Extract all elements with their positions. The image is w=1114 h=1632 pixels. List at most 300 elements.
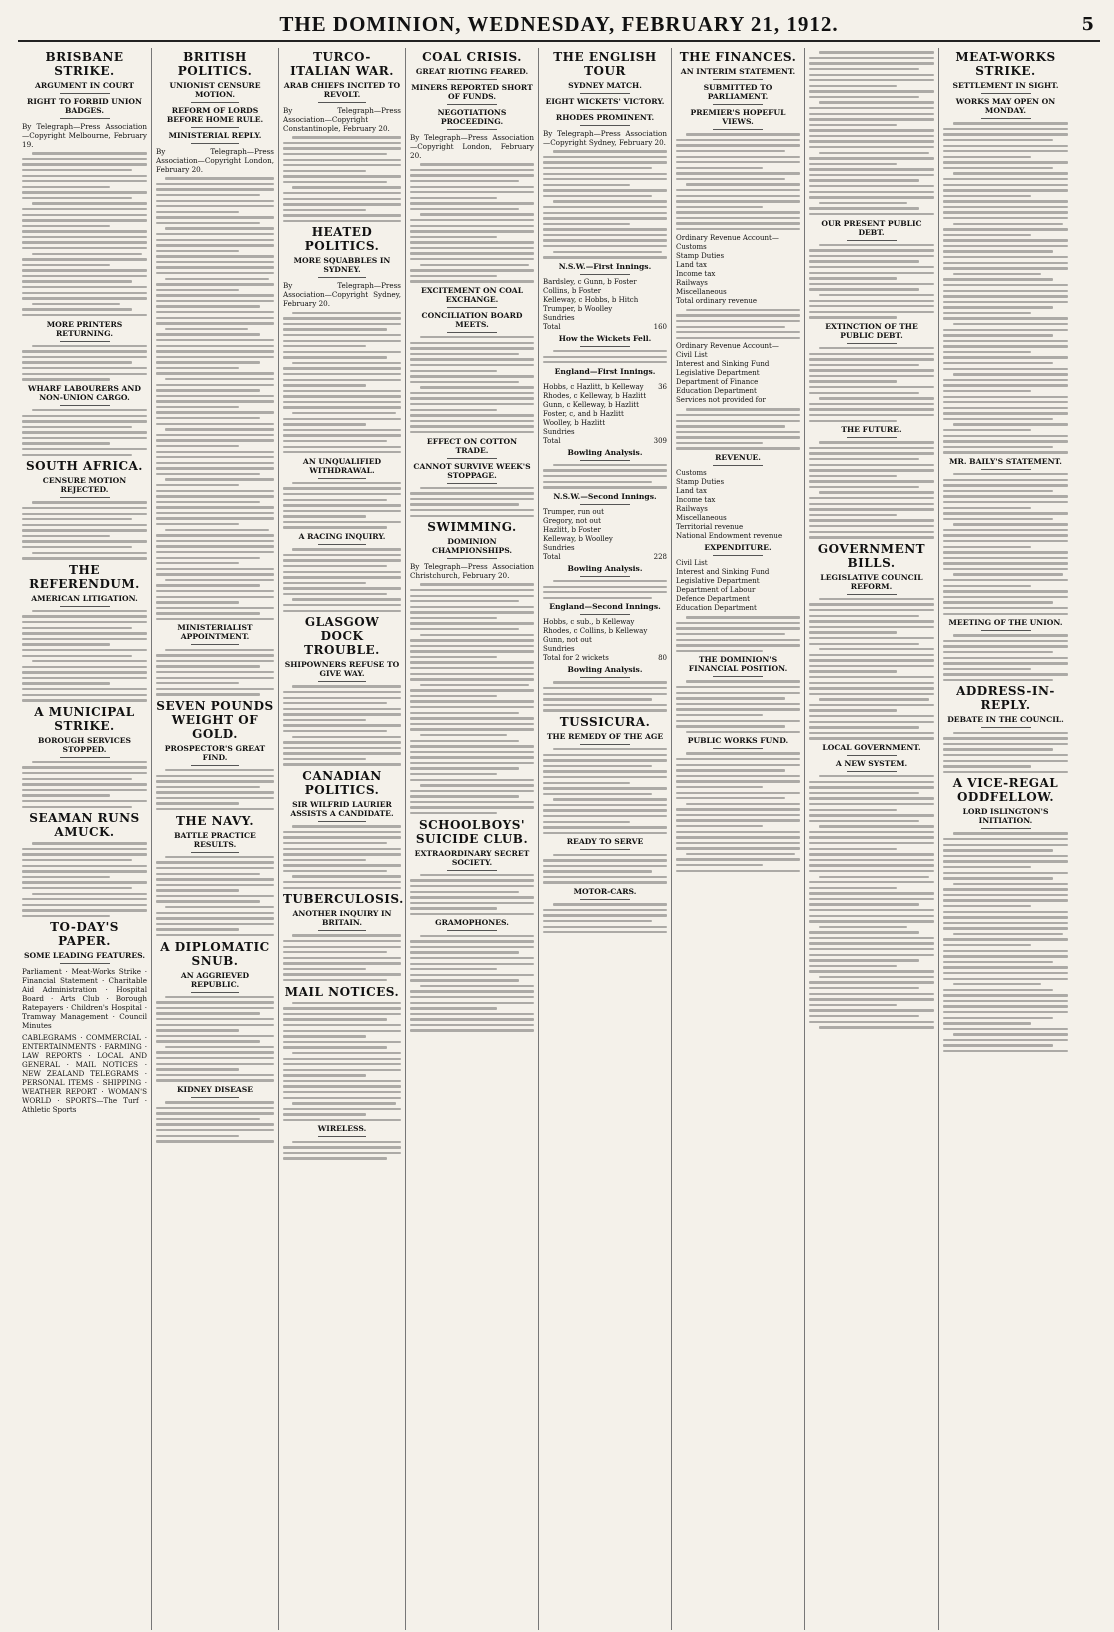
text-line bbox=[22, 186, 110, 188]
subheading: N.S.W.—Second Innings. bbox=[553, 491, 657, 501]
text-line bbox=[156, 517, 274, 519]
text-line bbox=[676, 156, 800, 158]
table-row: Education Department bbox=[676, 604, 757, 613]
text-paragraph: Parliament · Meat-Works Strike · Financial Statement · Charitable Aid Administration · Hospital Board · Arts Club · Borough Ratepayers · Children's Hospital · Tramway Management · Council Minutes bbox=[22, 967, 147, 1031]
text-line bbox=[410, 1013, 534, 1015]
text-line bbox=[809, 196, 934, 198]
text-line bbox=[686, 731, 800, 733]
text-line bbox=[283, 763, 401, 765]
text-line bbox=[953, 373, 1068, 375]
text-line bbox=[22, 426, 132, 428]
text-line bbox=[809, 643, 919, 645]
text-line bbox=[809, 74, 934, 76]
text-line bbox=[943, 495, 1068, 497]
text-line bbox=[410, 740, 519, 742]
text-line bbox=[676, 167, 763, 169]
column-1 bbox=[18, 48, 152, 1630]
text-line bbox=[943, 640, 1068, 642]
text-line bbox=[165, 769, 274, 771]
text-line bbox=[943, 507, 1031, 509]
text-paragraph: By Telegraph—Press Association—Copyright London, February 20. bbox=[156, 147, 274, 174]
text-line bbox=[156, 551, 274, 553]
text-line bbox=[292, 934, 401, 936]
headline: TUBERCULOSIS. bbox=[283, 892, 404, 907]
text-line bbox=[809, 687, 934, 689]
text-line bbox=[410, 606, 534, 608]
text-line bbox=[165, 579, 274, 581]
text-line bbox=[410, 370, 497, 372]
text-line bbox=[410, 503, 519, 505]
text-line bbox=[410, 595, 534, 597]
text-line bbox=[410, 353, 519, 355]
headline: SOUTH AFRICA. bbox=[26, 459, 143, 474]
text-line bbox=[943, 579, 1068, 581]
text-line bbox=[809, 191, 934, 193]
subheading: RIGHT TO FORBID UNION BADGES. bbox=[27, 97, 142, 115]
text-line bbox=[943, 133, 1068, 135]
text-line bbox=[543, 228, 667, 230]
text-line bbox=[943, 501, 1068, 503]
text-line bbox=[22, 772, 147, 774]
text-line bbox=[22, 241, 147, 243]
text-line bbox=[156, 384, 274, 386]
subheading: AN AGGRIEVED REPUBLIC. bbox=[180, 970, 250, 989]
text-line bbox=[283, 593, 387, 595]
text-line bbox=[22, 794, 110, 796]
subheading: WHARF LABOURERS AND NON-UNION CARGO. bbox=[28, 383, 141, 402]
headline: TURCO-ITALIAN WAR. bbox=[290, 50, 394, 78]
text-line bbox=[943, 938, 1068, 940]
text-line bbox=[410, 1024, 534, 1026]
text-line bbox=[283, 1018, 387, 1020]
text-line bbox=[22, 535, 110, 537]
text-line bbox=[410, 650, 534, 652]
text-line bbox=[809, 260, 919, 262]
text-line bbox=[156, 311, 274, 313]
text-line bbox=[410, 611, 534, 613]
text-line bbox=[292, 1102, 396, 1104]
table-row: Railways bbox=[676, 505, 708, 514]
text-line bbox=[32, 610, 147, 612]
text-line bbox=[156, 568, 274, 570]
text-line bbox=[809, 853, 934, 855]
text-line bbox=[809, 836, 934, 838]
text-line bbox=[943, 290, 1068, 292]
text-line bbox=[676, 775, 800, 777]
text-line bbox=[943, 150, 1068, 152]
text-line bbox=[676, 792, 800, 794]
text-line bbox=[156, 194, 260, 196]
text-line bbox=[676, 447, 800, 449]
subheading: England—Second Innings. bbox=[549, 602, 661, 612]
text-line bbox=[410, 678, 534, 680]
text-line bbox=[943, 743, 1068, 745]
text-line bbox=[22, 870, 147, 872]
text-line bbox=[156, 345, 274, 347]
subheading: MEETING OF THE UNION. bbox=[948, 618, 1063, 628]
text-line bbox=[676, 720, 800, 722]
text-line bbox=[943, 351, 1031, 353]
text-line bbox=[943, 217, 1068, 219]
text-line bbox=[22, 848, 147, 850]
table-row: Gunn, not out bbox=[543, 636, 592, 645]
text-line bbox=[156, 406, 239, 408]
text-line bbox=[156, 671, 274, 673]
text-line bbox=[22, 454, 132, 456]
text-line bbox=[943, 145, 1068, 147]
text-line bbox=[809, 920, 934, 922]
text-line bbox=[22, 881, 147, 883]
text-line bbox=[543, 239, 667, 241]
text-line bbox=[410, 891, 519, 893]
text-line bbox=[283, 317, 401, 319]
text-line bbox=[676, 692, 800, 694]
text-line bbox=[292, 362, 401, 364]
text-line bbox=[283, 1157, 387, 1159]
text-line bbox=[156, 506, 274, 508]
text-line bbox=[943, 961, 1053, 963]
text-line bbox=[953, 832, 1068, 834]
text-line bbox=[943, 356, 1068, 358]
text-line bbox=[156, 590, 274, 592]
subheading: MINISTERIAL REPLY. bbox=[168, 131, 262, 140]
subheading: N.S.W.—First Innings. bbox=[558, 261, 652, 271]
text-line bbox=[676, 858, 800, 860]
text-line bbox=[156, 573, 274, 575]
text-line bbox=[543, 184, 630, 186]
text-line bbox=[943, 390, 1031, 392]
subheading: MOTOR-CARS. bbox=[573, 887, 637, 896]
text-line bbox=[283, 192, 401, 194]
text-line bbox=[686, 853, 795, 855]
headline: THE FINANCES. bbox=[679, 50, 797, 64]
text-line bbox=[410, 751, 534, 753]
text-line bbox=[22, 615, 147, 617]
text-line bbox=[543, 698, 652, 700]
text-line bbox=[283, 881, 401, 883]
text-line bbox=[283, 571, 401, 573]
headline: MAIL NOTICES. bbox=[284, 984, 400, 999]
headline: BRITISH POLITICS. bbox=[177, 50, 253, 78]
text-line bbox=[543, 597, 652, 599]
text-line bbox=[676, 200, 800, 202]
text-line bbox=[283, 702, 387, 704]
text-line bbox=[420, 684, 529, 686]
text-line bbox=[676, 764, 800, 766]
text-line bbox=[283, 401, 401, 403]
text-line bbox=[943, 916, 1068, 918]
text-line bbox=[22, 230, 147, 232]
subheading: BOROUGH SERVICES STOPPED. bbox=[37, 735, 132, 754]
text-line bbox=[410, 208, 519, 210]
text-line bbox=[809, 266, 934, 268]
text-line bbox=[543, 161, 667, 163]
subheading: WORKS MAY OPEN ON MONDAY. bbox=[955, 97, 1056, 115]
text-line bbox=[809, 118, 934, 120]
text-line bbox=[283, 142, 401, 144]
text-line bbox=[410, 236, 497, 238]
text-line bbox=[943, 651, 1053, 653]
headline: COAL CRISIS. bbox=[422, 50, 522, 64]
text-line bbox=[809, 942, 934, 944]
text-line bbox=[22, 853, 147, 855]
text-line bbox=[543, 256, 667, 258]
headline: SEVEN POUNDS WEIGHT OF GOLD. bbox=[156, 698, 274, 741]
text-line bbox=[410, 375, 534, 377]
text-line bbox=[410, 492, 534, 494]
text-line bbox=[676, 842, 800, 844]
text-line bbox=[410, 723, 534, 725]
text-line bbox=[943, 551, 1068, 553]
text-line bbox=[809, 514, 897, 516]
text-paragraph: By Telegraph—Press Association—Copyright London, February 20. bbox=[410, 133, 534, 160]
text-line bbox=[283, 1063, 401, 1065]
text-line bbox=[156, 688, 274, 690]
subheading: BATTLE PRACTICE RESULTS. bbox=[174, 830, 256, 849]
text-line bbox=[809, 140, 934, 142]
text-line bbox=[283, 691, 401, 693]
text-line bbox=[283, 853, 401, 855]
text-line bbox=[283, 1080, 401, 1082]
text-line bbox=[686, 309, 800, 311]
text-line bbox=[943, 607, 1068, 609]
text-line bbox=[809, 898, 934, 900]
table-row: Hobbs, c Hazlitt, b Kelleway 36 bbox=[543, 382, 667, 391]
text-line bbox=[22, 275, 147, 277]
text-line bbox=[410, 996, 534, 998]
text-line bbox=[819, 876, 929, 878]
text-line bbox=[283, 747, 401, 749]
table-row: Foster, c, and b Hazlitt bbox=[543, 409, 624, 418]
text-line bbox=[156, 1012, 260, 1014]
text-line bbox=[543, 475, 667, 477]
text-line bbox=[156, 1118, 260, 1120]
table-row: National Endowment revenue bbox=[676, 532, 783, 541]
text-line bbox=[819, 491, 934, 493]
text-line bbox=[410, 275, 497, 277]
text-line bbox=[283, 1024, 401, 1026]
text-line bbox=[22, 865, 147, 867]
text-line bbox=[943, 645, 1068, 647]
text-line bbox=[22, 507, 147, 509]
text-line bbox=[156, 1140, 274, 1142]
text-line bbox=[543, 870, 652, 872]
text-line bbox=[283, 697, 401, 699]
text-line bbox=[32, 552, 147, 554]
text-line bbox=[22, 904, 147, 906]
text-line bbox=[943, 955, 1068, 957]
text-line bbox=[283, 170, 366, 172]
text-line bbox=[676, 758, 800, 760]
text-line bbox=[809, 213, 934, 215]
text-line bbox=[543, 931, 667, 933]
text-line bbox=[410, 790, 534, 792]
text-line bbox=[676, 633, 785, 635]
text-line bbox=[156, 557, 260, 559]
text-line bbox=[156, 677, 274, 679]
text-line bbox=[32, 202, 147, 204]
text-line bbox=[410, 974, 534, 976]
text-line bbox=[676, 639, 800, 641]
subheading: CONCILIATION BOARD MEETS. bbox=[421, 310, 523, 329]
text-line bbox=[22, 557, 147, 559]
text-line bbox=[410, 885, 534, 887]
text-line bbox=[410, 392, 534, 394]
column-2 bbox=[152, 48, 279, 1630]
text-line bbox=[809, 709, 897, 711]
text-line bbox=[156, 372, 274, 374]
text-line bbox=[809, 358, 934, 360]
text-line bbox=[22, 437, 147, 439]
subheading: SOME LEADING FEATURES. bbox=[23, 951, 146, 961]
text-line bbox=[543, 782, 630, 784]
text-line bbox=[543, 881, 667, 883]
text-line bbox=[686, 803, 800, 805]
text-line bbox=[22, 219, 147, 221]
text-line bbox=[809, 881, 934, 883]
text-line bbox=[410, 728, 534, 730]
text-line bbox=[22, 671, 147, 673]
text-line bbox=[953, 122, 1068, 124]
text-line bbox=[283, 1030, 401, 1032]
text-line bbox=[809, 364, 919, 366]
headline: A DIPLOMATIC SNUB. bbox=[160, 939, 270, 968]
text-line bbox=[943, 189, 1068, 191]
text-line bbox=[283, 979, 387, 981]
text-paragraph: CABLEGRAMS · COMMERCIAL · ENTERTAINMENTS · FARMING · LAW REPORTS · LOCAL AND GENERAL · MAIL NOTICES · NEW ZEALAND TELEGRAMS · PERSONAL ITEMS · SHIPPING · WEATHER REPORT · WOMAN'S WORLD · SPORTS—The Turf · Athletic Sports bbox=[22, 1033, 147, 1115]
text-line bbox=[819, 441, 934, 443]
text-line bbox=[22, 158, 147, 160]
text-line bbox=[410, 358, 534, 360]
text-line bbox=[420, 784, 534, 786]
text-line bbox=[809, 803, 934, 805]
text-line bbox=[292, 548, 401, 550]
text-line bbox=[156, 205, 274, 207]
text-line bbox=[283, 373, 401, 375]
subheading: EXCITEMENT ON COAL EXCHANGE. bbox=[420, 285, 524, 304]
subheading: AN INTERIM STATEMENT. bbox=[680, 67, 796, 76]
headline: A MUNICIPAL STRIKE. bbox=[34, 704, 135, 733]
text-line bbox=[410, 498, 534, 500]
text-line bbox=[809, 380, 897, 382]
text-line bbox=[943, 306, 1053, 308]
text-line bbox=[283, 1069, 401, 1071]
text-line bbox=[543, 765, 652, 767]
text-line bbox=[283, 741, 401, 743]
text-line bbox=[283, 209, 366, 211]
text-line bbox=[410, 661, 534, 663]
text-line bbox=[553, 350, 667, 352]
text-line bbox=[420, 264, 529, 266]
text-line bbox=[156, 1001, 274, 1003]
text-line bbox=[943, 994, 1068, 996]
text-line bbox=[809, 848, 897, 850]
table-row: Customs bbox=[676, 242, 707, 251]
text-line bbox=[156, 317, 274, 319]
text-line bbox=[543, 832, 667, 834]
text-line bbox=[410, 397, 534, 399]
text-line bbox=[165, 177, 274, 179]
text-line bbox=[156, 462, 274, 464]
text-line bbox=[156, 188, 274, 190]
text-line bbox=[156, 467, 274, 469]
text-line bbox=[943, 673, 1068, 675]
text-line bbox=[156, 895, 274, 897]
text-line bbox=[283, 730, 387, 732]
text-line bbox=[283, 870, 387, 872]
text-line bbox=[543, 914, 667, 916]
text-line bbox=[156, 244, 274, 246]
text-line bbox=[553, 580, 667, 582]
text-line bbox=[943, 838, 1068, 840]
text-line bbox=[809, 480, 934, 482]
text-line bbox=[543, 206, 667, 208]
text-line bbox=[943, 529, 1068, 531]
text-line bbox=[283, 842, 387, 844]
table-row: Stamp Duties bbox=[676, 478, 725, 487]
text-line bbox=[283, 973, 401, 975]
text-line bbox=[32, 893, 147, 895]
text-line bbox=[809, 458, 919, 460]
text-line bbox=[283, 521, 401, 523]
text-line bbox=[283, 1091, 401, 1093]
subheading: DOMINION CHAMPIONSHIPS. bbox=[431, 537, 513, 556]
subheading: NEGOTIATIONS PROCEEDING. bbox=[437, 108, 507, 126]
text-line bbox=[943, 128, 1068, 130]
text-line bbox=[943, 178, 1068, 180]
text-line bbox=[165, 529, 269, 531]
text-line bbox=[156, 339, 274, 341]
text-line bbox=[809, 414, 934, 416]
subheading: LOCAL GOVERNMENT. bbox=[822, 742, 921, 752]
text-line bbox=[676, 150, 785, 152]
text-line bbox=[283, 164, 401, 166]
subheading: PUBLIC WORKS FUND. bbox=[687, 736, 789, 746]
text-line bbox=[292, 482, 401, 484]
text-line bbox=[676, 222, 800, 224]
text-line bbox=[156, 889, 239, 891]
text-line bbox=[809, 859, 934, 861]
text-line bbox=[156, 456, 274, 458]
text-line bbox=[943, 345, 1068, 347]
text-line bbox=[819, 202, 907, 204]
text-line bbox=[283, 1119, 401, 1121]
text-line bbox=[543, 770, 667, 772]
text-line bbox=[676, 714, 763, 716]
subheading: SIR WILFRID LAURIER ASSISTS A CANDIDATE. bbox=[290, 800, 394, 819]
text-line bbox=[943, 1050, 1068, 1052]
text-line bbox=[156, 1079, 274, 1081]
text-line bbox=[283, 198, 401, 200]
text-line bbox=[156, 305, 260, 307]
subheading: A RACING INQUIRY. bbox=[298, 532, 386, 542]
text-line bbox=[809, 124, 897, 126]
text-line bbox=[156, 356, 274, 358]
text-line bbox=[156, 294, 274, 296]
text-line bbox=[292, 136, 401, 138]
text-line bbox=[543, 826, 667, 828]
text-line bbox=[32, 501, 147, 503]
text-line bbox=[283, 1058, 401, 1060]
text-line bbox=[809, 163, 897, 165]
text-line bbox=[943, 362, 1053, 364]
text-line bbox=[543, 356, 667, 358]
text-line bbox=[410, 509, 534, 511]
text-line bbox=[22, 783, 147, 785]
text-line bbox=[809, 311, 934, 313]
text-line bbox=[156, 1135, 239, 1137]
text-line bbox=[809, 486, 919, 488]
